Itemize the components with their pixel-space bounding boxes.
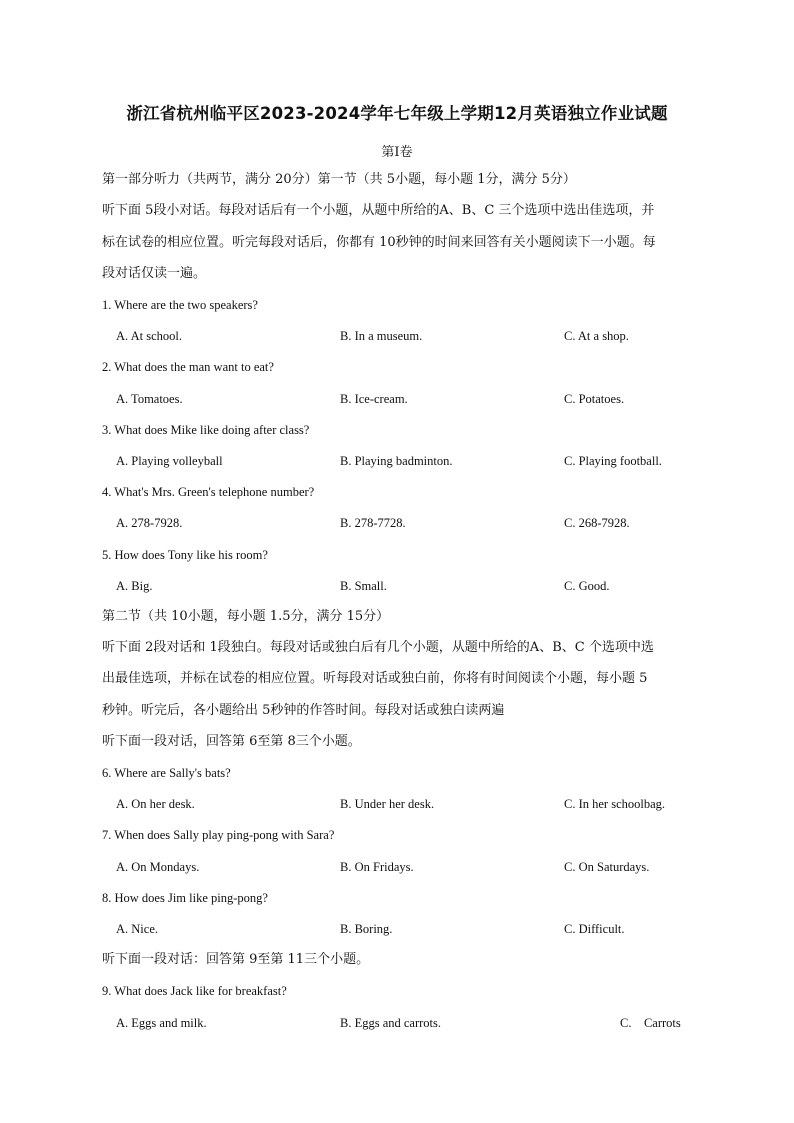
question-5-option-c: C. Good.: [564, 579, 610, 593]
question-8-option-c: C. Difficult.: [564, 922, 625, 936]
question-9: 9. What does Jack like for breakfast?: [102, 984, 287, 998]
section2-instruction-line: 秒钟。听完后，各小题给出 5秒钟的作答时间。每段对话或独白读两遍: [102, 703, 505, 718]
question-6-option-c: C. In her schoolbag.: [564, 797, 666, 811]
question-8: 8. How does Jim like ping-pong?: [102, 891, 268, 905]
question-2-option-a: A. Tomatoes.: [116, 392, 183, 406]
question-9-option-c: C. Carrots: [620, 1016, 681, 1030]
dialog-2-intro: 听下面一段对话：回答第 9至第 11三个小题。: [102, 952, 370, 967]
question-1-option-a: A. At school.: [116, 329, 182, 343]
question-3-option-c: C. Playing football.: [564, 454, 662, 468]
question-2-option-b: B. Ice-cream.: [340, 392, 408, 406]
question-5-option-b: B. Small.: [340, 579, 387, 593]
section1-instruction-line: 听下面 5段小对话。每段对话后有一个小题，从题中所给的A、B、C 三个选项中选出佳选项，并: [102, 203, 655, 218]
question-3-option-b: B. Playing badminton.: [340, 454, 453, 468]
question-1: 1. Where are the two speakers?: [102, 298, 258, 312]
question-5: 5. How does Tony like his room?: [102, 548, 268, 562]
section1-instruction-line: 段对话仅读一遍。: [102, 266, 207, 281]
question-7-option-c: C. On Saturdays.: [564, 860, 650, 874]
question-7-option-b: B. On Fridays.: [340, 860, 414, 874]
section2-instruction-line: 出最佳选项，并标在试卷的相应位置。听每段对话或独白前，你将有时间阅读个小题，每小题 5: [102, 671, 648, 686]
exam-title: 浙江省杭州临平区2023-2024学年七年级上学期12月英语独立作业试题: [126, 104, 668, 123]
question-2-option-c: C. Potatoes.: [564, 392, 625, 406]
question-6-option-b: B. Under her desk.: [340, 797, 435, 811]
question-4-option-b: B. 278-7728.: [340, 516, 406, 530]
question-4: 4. What's Mrs. Green's telephone number?: [102, 485, 315, 499]
question-9-option-b: B. Eggs and carrots.: [340, 1016, 442, 1030]
section1-instruction-line: 标在试卷的相应位置。听完每段对话后，你都有 10秒钟的时间来回答有关小题阅读下一小题。每: [102, 235, 656, 250]
section2-instruction-line: 听下面 2段对话和 1段独白。每段对话或独白后有几个小题，从题中所给的A、B、C 个选项中选: [102, 640, 654, 655]
question-1-option-c: C. At a shop.: [564, 329, 629, 343]
dialog-1-intro: 听下面一段对话，回答第 6至第 8三个小题。: [102, 734, 361, 749]
question-9-option-a: A. Eggs and milk.: [116, 1016, 207, 1030]
question-7: 7. When does Sally play ping-pong with Sara?: [102, 828, 335, 842]
question-1-option-b: B. In a museum.: [340, 329, 423, 343]
question-4-option-a: A. 278-7928.: [116, 516, 183, 530]
question-8-option-b: B. Boring.: [340, 922, 393, 936]
question-5-option-a: A. Big.: [116, 579, 153, 593]
question-4-option-c: C. 268-7928.: [564, 516, 630, 530]
question-8-option-a: A. Nice.: [116, 922, 158, 936]
question-7-option-a: A. On Mondays.: [116, 860, 200, 874]
volume-label: 第I卷: [381, 145, 413, 160]
part1-heading: 第一部分听力（共两节，满分 20分）第一节（共 5小题，每小题 1分，满分 5分）: [102, 172, 576, 187]
question-6-option-a: A. On her desk.: [116, 797, 195, 811]
question-6: 6. Where are Sally's bats?: [102, 766, 231, 780]
section2-heading: 第二节（共 10小题，每小题 1.5分，满分 15分）: [102, 609, 390, 624]
question-2: 2. What does the man want to eat?: [102, 360, 274, 374]
question-3: 3. What does Mike like doing after class?: [102, 423, 310, 437]
question-3-option-a: A. Playing volleyball: [116, 454, 223, 468]
